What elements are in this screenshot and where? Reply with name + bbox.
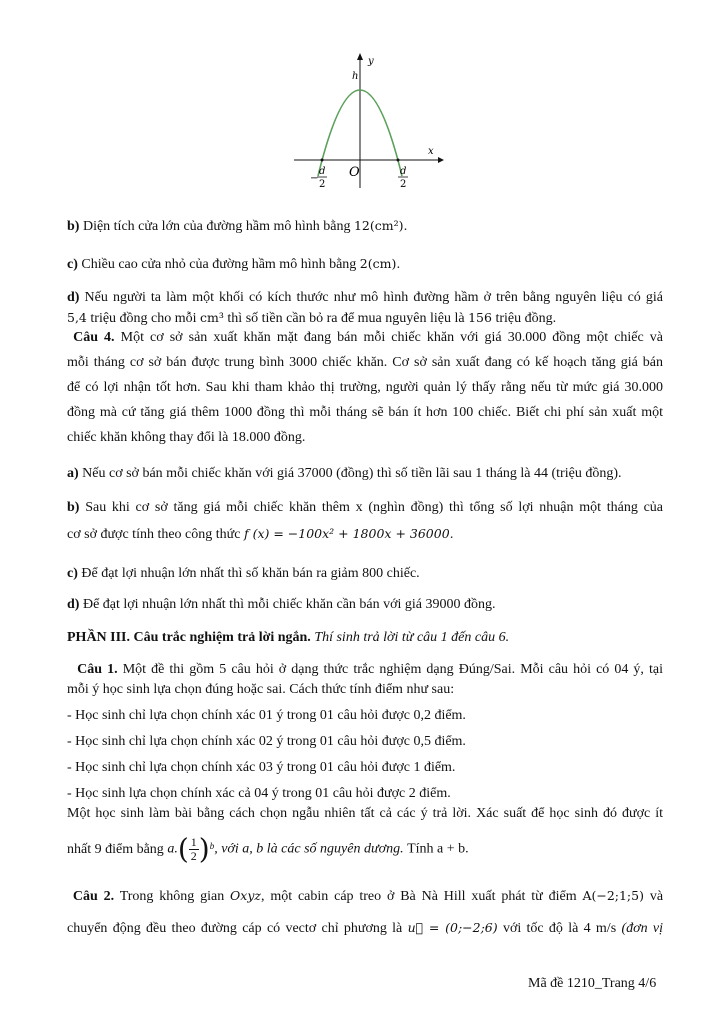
question-4-title: Câu 4. — [73, 330, 115, 345]
q3-c: c) Chiều cao cửa nhỏ của đường hầm mô hình bằng 2(cm). — [67, 256, 401, 272]
q3-d: d) Nếu người ta làm một khối có kích thước như mô hình đường hầm ở trên bằng nguyên liệu có giá 5,4 triệu đồng cho mỗi cm³ thì số tiền cần bỏ ra để mua nguyên liệu là 156 triệu đồng. — [67, 290, 663, 326]
part-3-heading: PHẦN III. Câu trắc nghiệm trả lời ngắn. Thí sinh trả lời từ câu 1 đến câu 6. — [67, 630, 510, 645]
label-h: h — [352, 71, 359, 82]
part3-q1-probability-line: nhất 9 điểm bằng a.( $\frac{1}{2}$ )$^b$, với a, b là các số nguyên dương. Tính a + b. — [67, 832, 469, 866]
profit-formula: f (x) = −100x² + 1800x + 36000. — [243, 526, 454, 541]
q3-b: b) Diện tích cửa lớn của đường hầm mô hình bằng 12(cm²). — [67, 218, 408, 234]
label-origin: O — [349, 165, 360, 180]
label-pos-d: d — [400, 166, 407, 177]
label-y: y — [368, 56, 374, 67]
parabola-graph — [288, 48, 448, 198]
page-footer: Mã đề 1210_Trang 4/6 — [528, 976, 657, 991]
label-pos-2: 2 — [400, 179, 407, 190]
label-x: x — [428, 146, 434, 157]
part3-question-1-title: Câu 1. — [77, 662, 118, 677]
x-axis-arrow — [438, 157, 444, 163]
part3-question-2-title: Câu 2. — [72, 889, 115, 904]
label-neg-2: 2 — [319, 179, 326, 190]
q4-d: d) Để đạt lợi nhuận lớn nhất thì mỗi chiếc khăn cần bán với giá 39000 đồng. — [67, 597, 496, 612]
q4-b: b) Sau khi cơ sở tăng giá mỗi chiếc khăn thêm x (nghìn đồng) thì tổng số lợi nhuận một tháng của cơ sở được tính theo công thức f (x) = −100x² + 1800x + 36000. — [67, 500, 663, 542]
part3-question-1: Câu 1. Một đề thi gồm 5 câu hỏi ở dạng thức trắc nghiệm dạng Đúng/Sai. Mỗi câu hỏi có 04 ý, tại mỗi ý học sinh lựa chọn đúng hoặc sai. Cách thức tính điểm như sau: - Học sinh chỉ lựa chọn chính xác 01 ý trong 01 câu hỏi được 0,2 điểm. - Học sinh chỉ lựa chọn chính xác 02 ý trong 01 câu hỏi được 0,5 điểm. - Học sinh chỉ lựa chọn chính xác 03 ý trong 01 câu hỏi được 1 điểm. - Học sinh lựa chọn chính xác cả 04 ý trong 01 câu hỏi được 2 điểm. Một học sinh làm bài bằng cách chọn ngẫu nhiên tất cả các ý trả lời. Xác suất để học sinh đó được ít — [67, 662, 663, 821]
question-4: Câu 4. Một cơ sở sản xuất khăn mặt đang bán mỗi chiếc khăn với giá 30.000 đồng một chiếc và mỗi tháng cơ sở bán được trung bình 3000 chiếc khăn. Cơ sở sản xuất đang có kế hoạch tăng giá bán để có lợi nhận tốt hơn. Sau khi tham khảo thị trường, người quản lý thấy rằng nếu từ mức giá 30.000 đồng mà cứ tăng giá thêm 1000 đồng thì mỗi tháng sẽ bán ít hơn 100 chiếc. Biết chi phí sản xuất một chiếc khăn không thay đổi là 18.000 đồng. — [67, 330, 663, 445]
y-axis-arrow — [357, 53, 363, 60]
q4-c: c) Để đạt lợi nhuận lớn nhất thì số khăn bán ra giảm 800 chiếc. — [67, 566, 420, 581]
label-neg-d: d — [319, 166, 326, 177]
q4-a: a) Nếu cơ sở bán mỗi chiếc khăn với giá 37000 (đồng) thì số tiền lãi sau 1 tháng là 44 (triệu đồng). — [67, 466, 622, 481]
part3-question-2: Câu 2. Trong không gian Oxyz, một cabin cáp treo ở Bà Nà Hill xuất phát từ điểm A(−2;1;5) và chuyển động đều theo đường cáp có vectơ chỉ phương là u⃗ = (0;−2;6) với tốc độ là 4 m/s (đơn vị — [67, 888, 663, 936]
label-neg-sign: − — [310, 173, 319, 184]
